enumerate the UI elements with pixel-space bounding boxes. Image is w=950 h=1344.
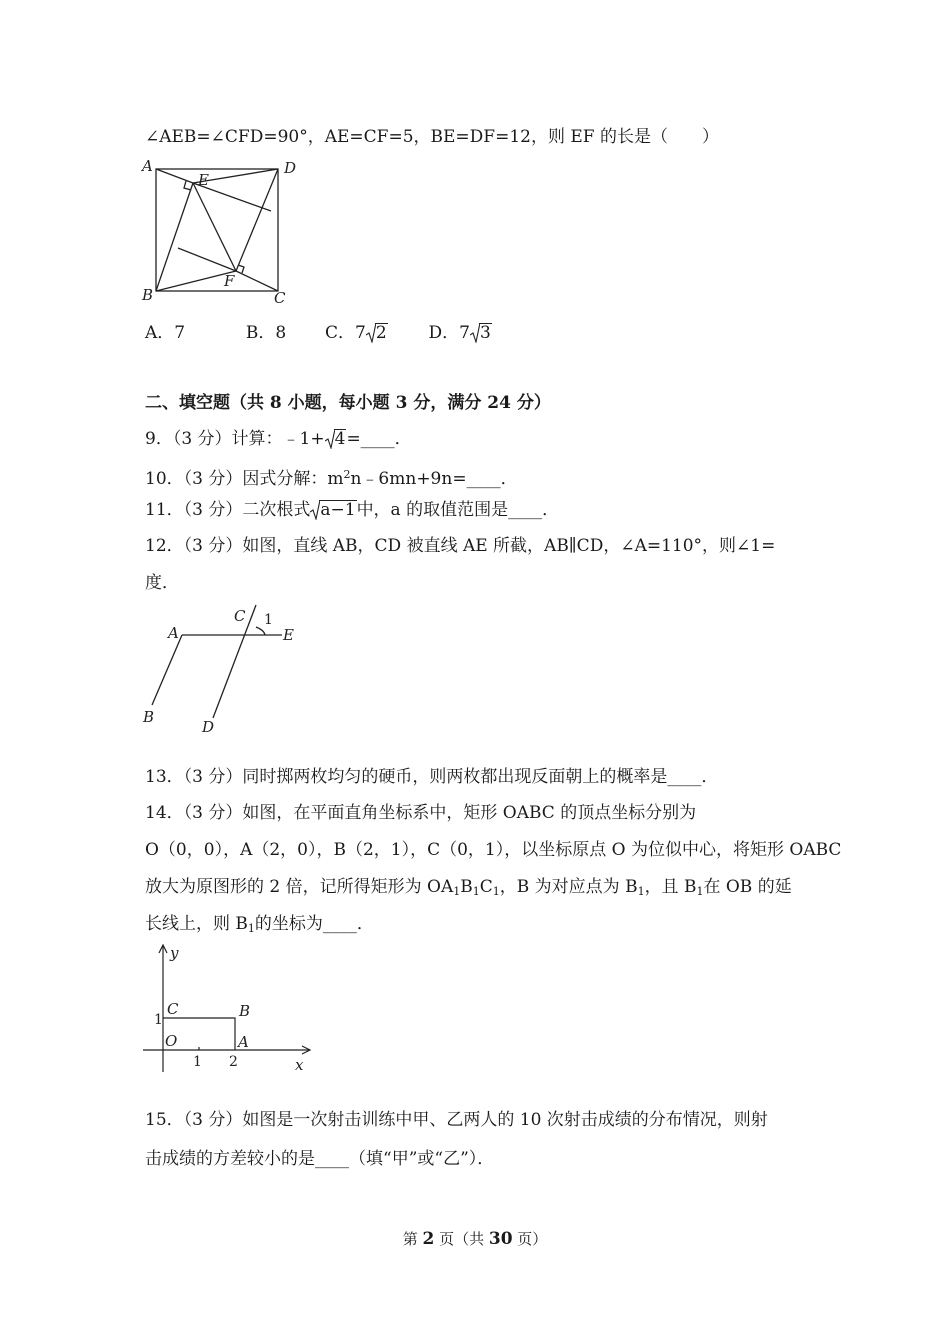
q8-options <box>145 322 492 344</box>
label-c: C <box>274 289 286 305</box>
option-d: D．7 3 <box>428 323 491 343</box>
page-footer: 第 2 页（共 30 页） <box>402 1229 548 1249</box>
label-e: E <box>198 171 209 189</box>
sqrt-2: 2 <box>366 322 388 344</box>
label-x: x <box>295 1056 304 1074</box>
label-d: D <box>202 718 215 736</box>
label-a: A <box>142 157 153 175</box>
label-d: D <box>284 159 297 177</box>
q9: 9．（3 分）计算：﹣1+ 4=____． <box>145 429 412 449</box>
q10: 10．（3 分）因式分解：$m^2n﹣6mn+9n=\_\_\_\_$． <box>145 468 518 489</box>
label-1: 1 <box>264 612 273 628</box>
square-abcd <box>156 169 278 291</box>
sqrt-4: 4 <box>325 428 347 450</box>
line-fd <box>236 169 278 271</box>
label-c: C <box>167 1000 179 1018</box>
angle-1-arc <box>256 627 265 635</box>
label-1-y: 1 <box>154 1012 163 1028</box>
page-number: 2 <box>422 1229 435 1249</box>
option-a: A．7 <box>145 323 186 343</box>
line-eb <box>156 183 193 291</box>
q8-figure <box>138 155 308 305</box>
q13: 13．（3 分）同时掷两枚均匀的硬币，则两枚都出现反面朝上的概率是____． <box>145 767 719 787</box>
label-b: B <box>239 1002 251 1020</box>
q14-figure <box>138 940 318 1075</box>
label-a: A <box>168 624 179 642</box>
label-y: y <box>170 944 179 962</box>
sqrt-a-minus-1: a−1 <box>310 499 356 521</box>
label-f: F <box>224 272 235 290</box>
label-e: E <box>283 626 294 644</box>
page-total: 30 <box>488 1229 513 1249</box>
option-c: C．7 2 <box>325 323 387 343</box>
section-2-title: 二、填空题（共 8 小题，每小题 3 分，满分 24 分） <box>145 393 551 413</box>
line-fc <box>236 271 278 291</box>
q12-figure <box>138 600 308 740</box>
q11: 11．（3 分）二次根式 a−1中，a 的取值范围是____． <box>145 500 560 520</box>
label-2-x: 2 <box>229 1054 238 1070</box>
label-a: A <box>238 1033 249 1051</box>
q14-line4: 长线上，则 $B_1$的坐标为____． <box>145 914 374 935</box>
sqrt-3: 3 <box>470 322 492 344</box>
line-ae <box>156 169 193 183</box>
q14-line2: O（0，0），A（2，0），B（2，1），C（0，1），以坐标原点 O 为位似中心，将矩形 OABC <box>145 840 842 860</box>
label-b: B <box>143 708 155 726</box>
label-c: C <box>234 607 246 625</box>
label-b: B <box>142 286 154 304</box>
q15-line2: 击成绩的方差较小的是____（填“甲”或“乙”）． <box>145 1149 495 1169</box>
q14-line1: 14．（3 分）如图，在平面直角坐标系中，矩形 OABC 的顶点坐标分别为 <box>145 803 697 823</box>
line-ib <box>178 248 236 271</box>
line-ab <box>152 635 182 705</box>
q15-line1: 15．（3 分）如图是一次射击训练中甲、乙两人的 10 次射击成绩的分布情况，则射 <box>145 1110 768 1130</box>
option-b: B．8 <box>245 323 287 343</box>
label-o: O <box>165 1032 178 1050</box>
q12-line1: 12．（3 分）如图，直线 AB，CD 被直线 AE 所截，AB∥CD，∠A=110°，则∠1= <box>145 536 776 556</box>
label-1-x: 1 <box>193 1054 202 1070</box>
q14-line3: 放大为原图形的 2 倍，记所得矩形为 $OA_1B_1C_1$，B 为对应点为 $B_1$，且 $B_1$在 OB 的延 <box>145 877 792 898</box>
q8-text: ∠AEB=∠CFD=90°，AE=CF=5，BE=DF=12，则 EF 的长是（ ） <box>145 127 719 147</box>
q12-line2: 度． <box>145 573 179 593</box>
